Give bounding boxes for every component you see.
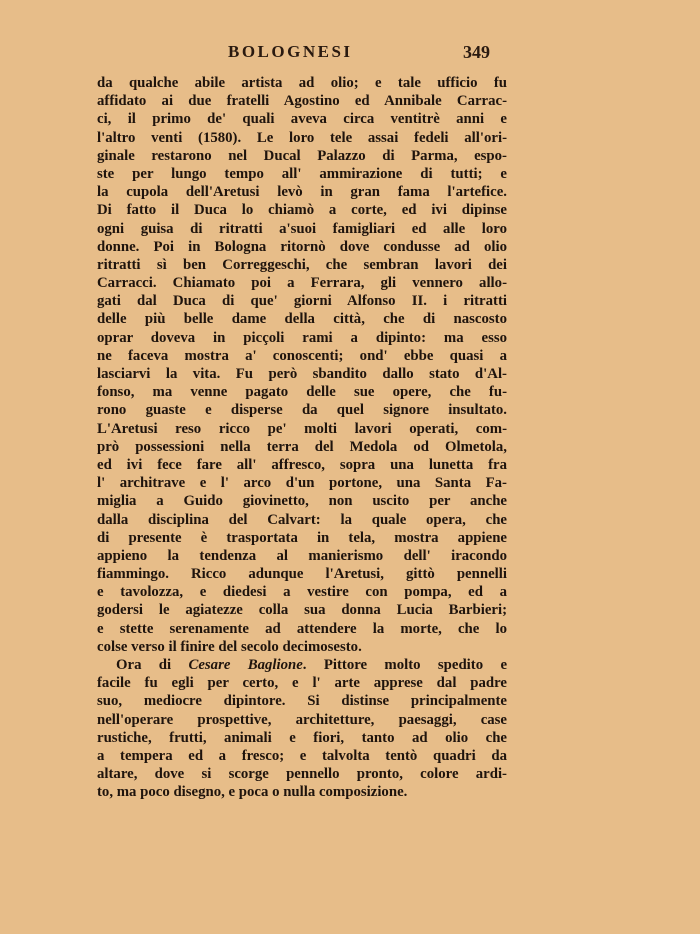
- text-line: fonso, ma venne pagato delle sue opere, che fu-: [97, 384, 507, 401]
- text-line: lasciarvi la vita. Fu però sbandito dallo stato d'Al-: [97, 366, 507, 382]
- text-line: ritratti sì ben Correggeschi, che sembran lavori dei: [97, 256, 507, 273]
- text-line: ed ivi fece fare all' affresco, sopra una lunetta fra: [97, 456, 507, 473]
- first-line-prefix: Ora di: [116, 657, 189, 673]
- text-line: ogni guisa di ritratti a'suoi famigliari ed alle loro: [97, 220, 507, 237]
- text-line: affidato ai due fratelli Agostino ed Annibale Carrac-: [97, 93, 507, 110]
- text-line: ste per lungo tempo all' ammirazione di tutti; e: [97, 165, 507, 182]
- text-line: l'altro venti (1580). Le loro tele assai fedeli all'ori-: [97, 129, 507, 146]
- text-line: nell'operare prospettive, architetture, paesaggi, case: [97, 711, 507, 728]
- text-line: e tavolozza, e diedesi a vestire con pompa, ed a: [97, 584, 507, 601]
- text-line: miglia a Guido giovinetto, non uscito per anche: [97, 493, 507, 510]
- text-line: di presente è trasportata in tela, mostra appiene: [97, 529, 507, 546]
- text-line: Carracci. Chiamato poi a Ferrara, gli vennero allo-: [97, 275, 507, 292]
- text-line: to, ma poco disegno, e poca o nulla composizione.: [97, 784, 408, 801]
- page-header: [96, 42, 506, 66]
- text-line: e stette serenamente ad attendere la morte, che lo: [97, 620, 507, 637]
- text-line-first: [97, 656, 507, 674]
- text-line: L'Aretusi reso ricco pe' molti lavori operati, com-: [97, 420, 507, 437]
- text-line: facile fu egli per certo, e l' arte apprese dal padre: [97, 675, 507, 692]
- text-line: fiammingo. Ricco adunque l'Aretusi, gittò pennelli: [97, 566, 507, 583]
- text-line: godersi le agiatezze colla sua donna Lucia Barbieri;: [97, 602, 507, 619]
- paragraph-baglione: [97, 656, 507, 802]
- text-line: ne faceva mostra a' conoscenti; ond' ebbe quasi a: [97, 347, 507, 364]
- text-line: a tempera ed a fresco; e talvolta tentò quadri da: [97, 747, 507, 764]
- paragraph-aretusi: [97, 74, 507, 656]
- text-line: l' architrave e l' arco d'un portone, una Santa Fa-: [97, 475, 507, 492]
- first-line-suffix: . Pittore molto spedito e: [302, 657, 507, 673]
- text-line: appieno la tendenza al manierismo dell' iracondo: [97, 547, 507, 564]
- text-line: colse verso il finire del secolo decimosesto.: [97, 638, 362, 655]
- text-line: Di fatto il Duca lo chiamò a corte, ed ivi dipinse: [97, 202, 507, 219]
- body-text: [97, 74, 507, 802]
- text-line: gati dal Duca di que' giorni Alfonso II. i ritratti: [97, 293, 507, 310]
- text-line: rustiche, frutti, animali e fiori, tanto ad olio che: [97, 729, 507, 746]
- text-line: altare, dove si scorge pennello pronto, colore ardi-: [97, 766, 507, 783]
- text-line: rono guaste e disperse da quel signore insultato.: [97, 402, 507, 419]
- text-line: suo, mediocre dipintore. Si distinse principalmente: [97, 693, 507, 710]
- text-line: ci, il primo de' quali aveva circa ventitrè anni e: [97, 111, 507, 128]
- text-line: prò possessioni nella terra del Medola od Olmetola,: [97, 438, 507, 455]
- text-line: dalla disciplina del Calvart: la quale opera, che: [97, 511, 507, 528]
- text-line: da qualche abile artista ad olio; e tale ufficio fu: [97, 75, 507, 91]
- page-number: 349: [463, 42, 490, 62]
- text-line: ginale restarono nel Ducal Palazzo di Parma, espo-: [97, 147, 507, 164]
- text-line: delle più belle dame della città, che di nascosto: [97, 311, 507, 328]
- running-title: BOLOGNESI: [228, 42, 353, 61]
- painter-name: Cesare Baglione: [188, 657, 303, 673]
- text-line: la cupola dell'Aretusi levò in gran fama l'artefice.: [97, 184, 507, 201]
- text-line: donne. Poi in Bologna ritornò dove condusse ad olio: [97, 238, 507, 255]
- text-line: oprar doveva in picçoli rami a dipinto: ma esso: [97, 329, 507, 346]
